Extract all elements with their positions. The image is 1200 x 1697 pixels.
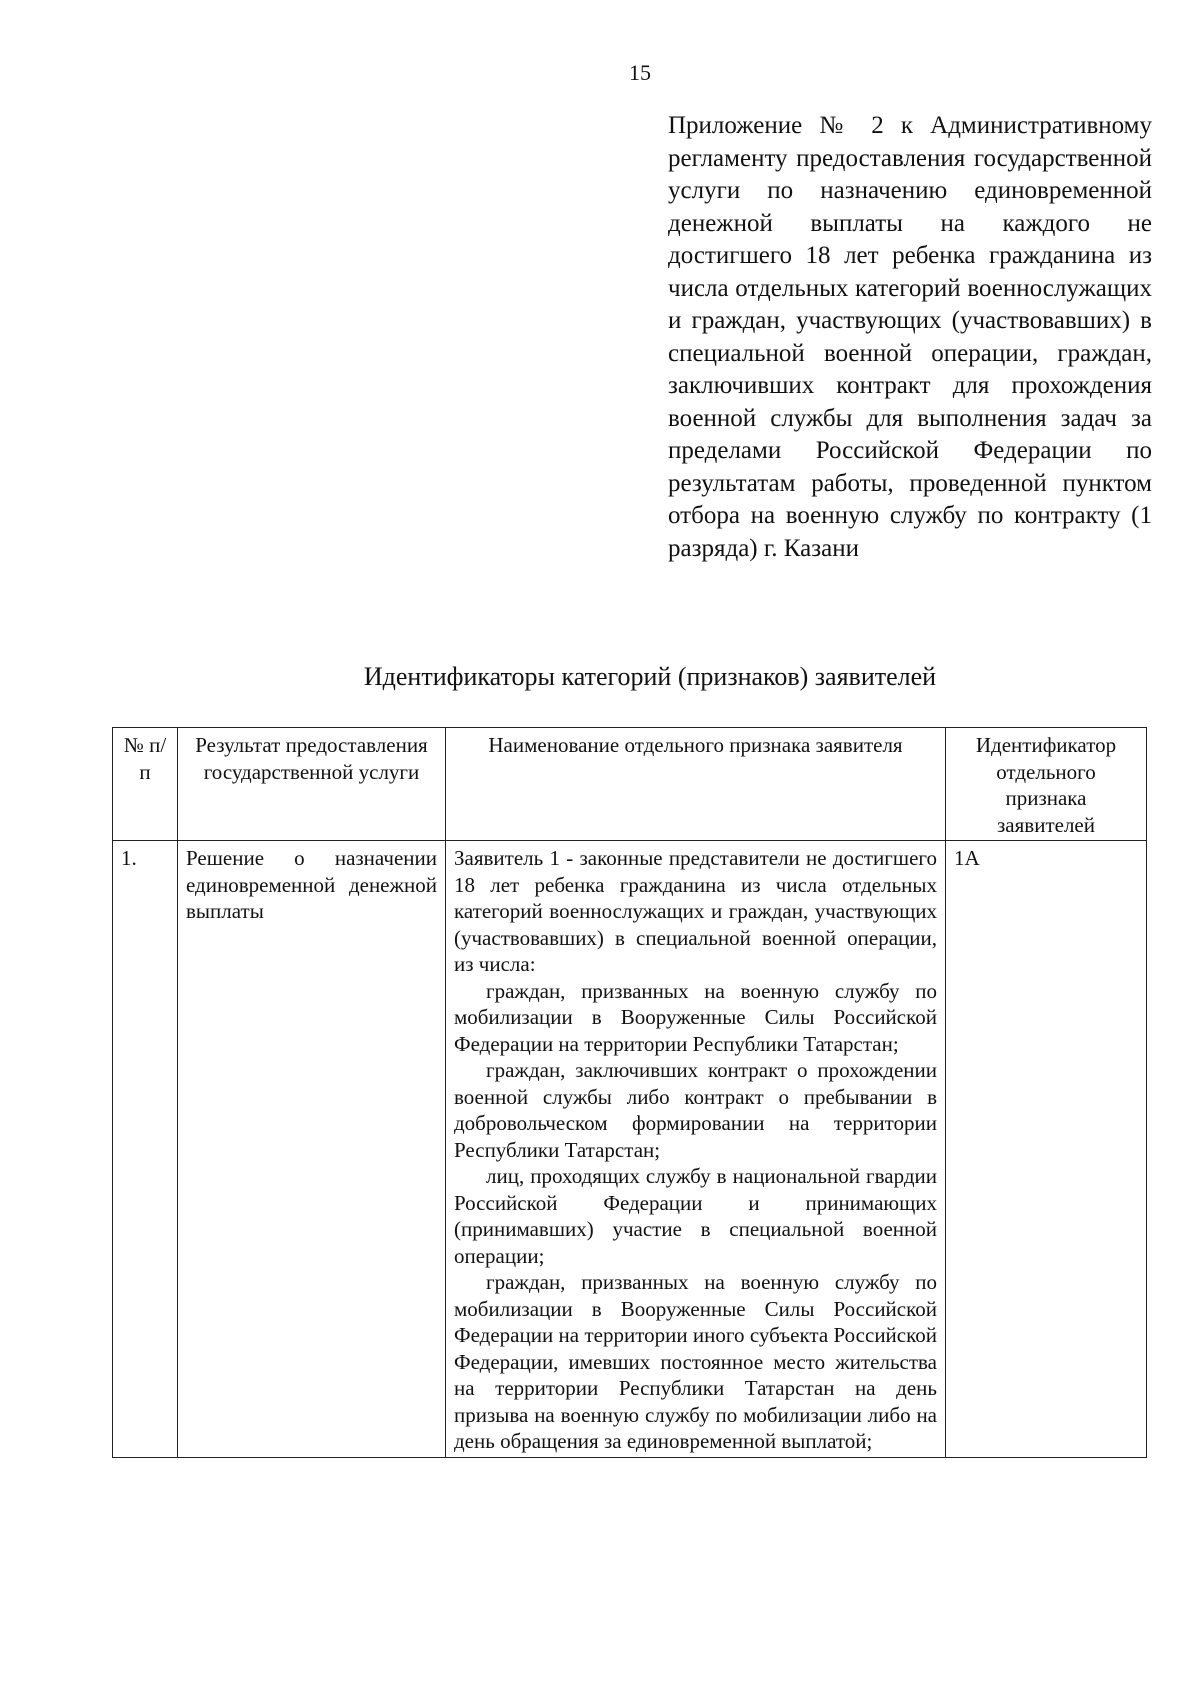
description-paragraph: граждан, призванных на военную службу по мобилизации в Вооруженные Силы Российской Федерации на территории иного субъекта Российской Федерации, имевших постоянное место жительства на территории Республики Татарстан на день призыва на военную службу по мобилизации либо на день обращения за единовременной выплатой;	[454, 1270, 937, 1453]
document-title: Идентификаторы категорий (признаков) заявителей	[363, 662, 937, 691]
description-paragraph: лиц, проходящих службу в национальной гвардии Российской Федерации и принимающих (принимавших) участие в специальной военной операции;	[454, 1164, 937, 1268]
header-result: Результат предоставления государственной услуги	[178, 728, 446, 841]
description-paragraph: граждан, заключивших контракт о прохождении военной службы либо контракт о пребывании в добровольческом формировании на территории Республики Татарстан;	[454, 1058, 937, 1162]
row-number: 1.	[113, 841, 178, 1458]
description-paragraph: Заявитель 1 - законные представители не достигшего 18 лет ребенка гражданина из числа отдельных категорий военнослужащих и граждан, участвующих (участвовавших) в специальной военной операции, из числа:	[454, 846, 937, 976]
description-paragraph: граждан, призванных на военную службу по мобилизации в Вооруженные Силы Российской Федерации на территории Республики Татарстан;	[454, 978, 937, 1056]
row-result: Решение о назначении единовременной денежной выплаты	[178, 841, 446, 1458]
header-number: № п/п	[113, 728, 178, 841]
page-number: 15	[629, 60, 651, 85]
row-description	[446, 841, 946, 1458]
appendix-note: Приложение № 2 к Административному регламенту предоставления государственной услуги по назначению единовременной денежной выплаты на каждого не достигшего 18 лет ребенка гражданина из числа отдельных категорий военнослужащих и граждан, участвующих (участвовавших) в специальной военной операции, граждан, заключивших контракт для прохождения военной службы для выполнения задач за пределами Российской Федерации по результатам работы, проведенной пунктом отбора на военную службу по контракту (1 разряда) г. Казани	[668, 112, 1152, 562]
table-header-row	[113, 728, 1147, 841]
header-attribute-name: Наименование отдельного признака заявителя	[446, 728, 946, 841]
header-identifier: Идентификатор отдельного признака заявителей	[946, 728, 1147, 841]
identifiers-table	[112, 727, 1147, 1458]
row-identifier: 1А	[946, 841, 1147, 1458]
table-row	[113, 841, 1147, 1458]
